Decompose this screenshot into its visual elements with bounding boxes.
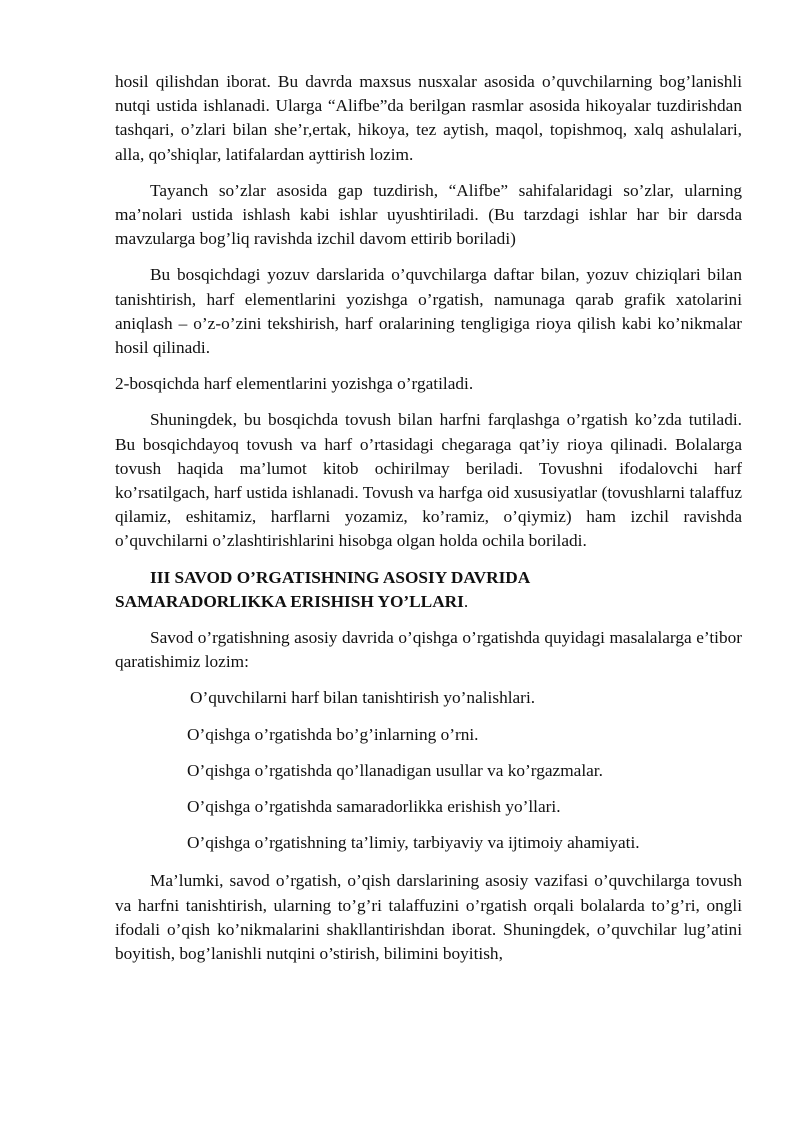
list-item: O’qishga o’rgatishda qo’llanadigan usullar va ko’rgazmalar.: [187, 760, 603, 780]
section-heading-dot: .: [463, 591, 469, 611]
list-item: O’qishga o’rgatishda bo’g’inlarning o’rni.: [187, 724, 479, 744]
section-heading-line-1: III SAVOD O’RGATISHNING ASOSIY DAVRIDA: [150, 567, 531, 587]
paragraph-sound-letter: Shuningdek, bu bosqichda tovush bilan harfni farqlashga o’rgatish ko’zda tutiladi. Bu bosqichdayoq tovush va harf o’rtasidagi chegaraga qat’iy rioya qilinadi. Bolalarga tovush haqida ma’lumot kitob ochirilmay beriladi. Tovushni ifodalovchi harf ko’rsatilgach, harf ustida ishlanadi. Tovush va harfga oid xususiyatlar (tovushlarni talaffuz qilamiz, eshitamiz, harflarni yozamiz, ko’ramiz, o’qiymiz) ham izchil ravishda o’quvchilarni o’zlashtirishlarini hisobga olgan holda ochila boriladi.: [115, 410, 742, 551]
paragraph-stage-two: 2-bosqichda harf elementlarini yozishga o’rgatiladi.: [115, 374, 474, 394]
paragraph-writing-lessons: Bu bosqichdagi yozuv darslarida o’quvchilarga daftar bilan, yozuv chiziqlari bilan tanishtirish, harf elementlarini yozishga o’rgatish, namunaga qarab grafik xatolarini aniqlash – o’z-o’zini tekshirish, harf oralarining tengligiga rioya qilish kabi ko’nikmalar hosil qilinadi.: [115, 265, 742, 358]
list-item: O’quvchilarni harf bilan tanishtirish yo’nalishlari.: [190, 688, 536, 708]
section-heading: [115, 566, 742, 614]
paragraph-intro: hosil qilishdan iborat. Bu davrda maxsus nusxalar asosida o’quvchilarning bog’lanishli nutqi ustida ishlanadi. Ularga “Alifbe”da berilgan rasmlar asosida hikoyalar tuzdirishdan tashqari, o’zlari bilan she’r,ertak, hikoya, tez aytish, maqol, topishmoq, xalq ashulalari, alla, qo’shiqlar, latifalardan ayttirish lozim.: [115, 72, 742, 164]
section-heading-line-2: SAMARADORLIKKA ERISHISH YO’LLARI: [115, 591, 464, 611]
document-page: [115, 70, 742, 978]
list-item: O’qishga o’rgatishning ta’limiy, tarbiyaviy va ijtimoiy ahamiyati.: [187, 833, 640, 853]
paragraph-main-period: Savod o’rgatishning asosiy davrida o’qishga o’rgatishda quyidagi masalalarga e’tibor qaratishimiz lozim:: [115, 628, 742, 672]
paragraph-conclusion: Ma’lumki, savod o’rgatish, o’qish darslarining asosiy vazifasi o’quvchilarga tovush va harfni tanishtirish, ularning to’g’ri talaffuzini o’rgatish orqali bolalarda to’g’ri, ongli ifodali o’qish ko’nikmalarini shakllantirishdan iborat. Shuningdek, o’quvchilar lug’atini boyitish, bog’lanishli nutqini o’stirish, bilimini boyitish,: [115, 871, 742, 964]
paragraph-key-words: Tayanch so’zlar asosida gap tuzdirish, “Alifbe” sahifalaridagi so’zlar, ularning ma’nolari ustida ishlash kabi ishlar uyushtiriladi. (Bu tarzdagi ishlar har bir darsda mavzularga bog’liq ravishda izchil davom ettirib boriladi): [115, 180, 742, 249]
list-item: O’qishga o’rgatishda samaradorlikka erishish yo’llari.: [187, 797, 561, 817]
